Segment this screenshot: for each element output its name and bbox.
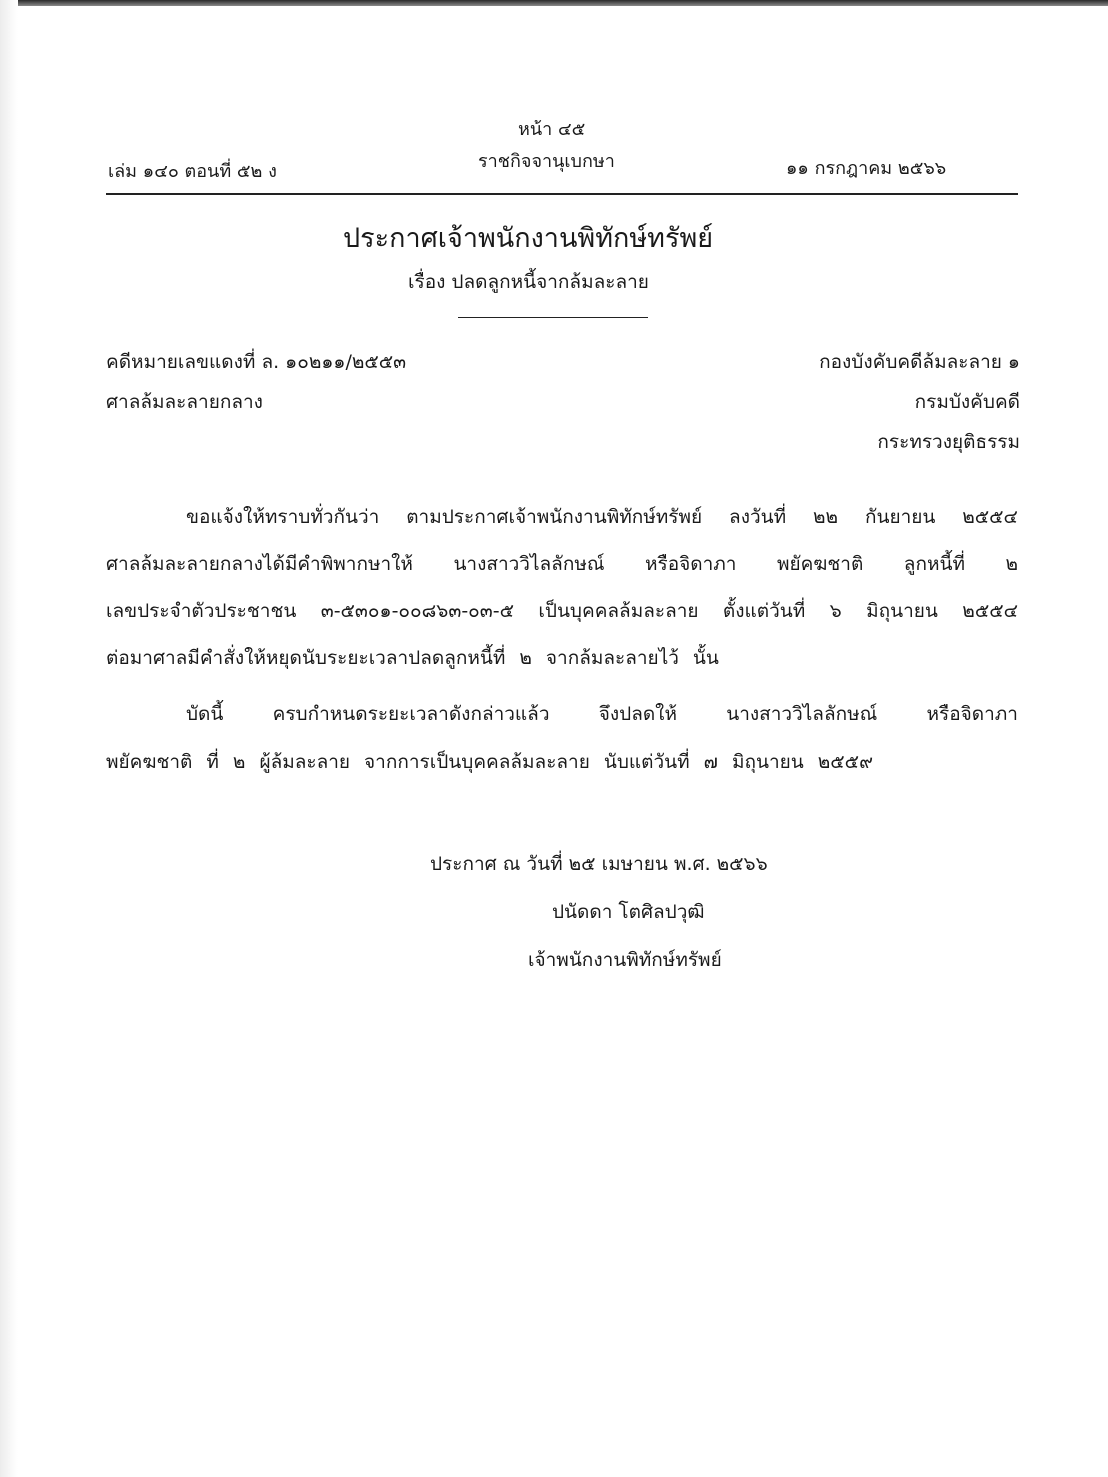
text-segment: ๒ [232,751,246,773]
court-name: ศาลล้มละลายกลาง [106,391,263,413]
text-segment: จากการเป็นบุคคลล้มละลาย [364,751,590,773]
text-segment: พยัคฆชาติ [106,751,193,773]
text-segment: ๒๕๕๔ [962,506,1018,528]
text-segment: พยัคฆชาติ [776,553,864,575]
text-segment: ลูกหนี้ที่ [903,553,965,575]
signatory-name: ปนัดดา โตศิลปวุฒิ [552,901,705,923]
publication-name: ราชกิจจานุเบกษา [478,151,615,172]
text-segment: มิถุนายน [731,751,804,773]
ministry-name: กระทรวงยุติธรรม [877,431,1020,453]
title-underline [458,317,648,318]
paragraph-1 [106,505,1018,670]
announcement-title: ประกาศเจ้าพนักงานพิทักษ์ทรัพย์ [343,223,714,254]
text-segment: ๒ [1005,553,1018,575]
paragraph-line [106,505,1018,529]
text-segment: กันยายน [864,506,936,528]
announcement-subject: เรื่อง ปลดลูกหนี้จากล้มละลาย [408,271,649,293]
text-segment: นางสาววิไลลักษณ์ [453,553,605,575]
text-segment: ๗ [703,751,718,773]
text-segment: ๖ [829,600,842,622]
text-segment: ขอแจ้งให้ทราบทั่วกันว่า [186,506,380,528]
paragraph-2 [106,702,1018,774]
announcement-date: ประกาศ ณ วันที่ ๒๕ เมษายน พ.ศ. ๒๕๖๖ [430,853,768,875]
text-segment: จึงปลดให้ [598,703,677,725]
text-segment: เป็นบุคคลล้มละลาย [538,600,699,622]
text-segment: ๓-๕๓๐๑-๐๐๘๖๓-๐๓-๕ [320,600,515,622]
department-name: กรมบังคับคดี [914,391,1020,413]
paragraph-line [106,750,1018,774]
text-segment: มิถุนายน [866,600,938,622]
case-number: คดีหมายเลขแดงที่ ล. ๑๐๒๑๑/๒๕๕๓ [106,351,407,373]
text-segment: ๒๒ [813,506,839,528]
scan-top-edge [0,0,1108,6]
text-segment: ตั้งแต่วันที่ [722,600,806,622]
text-segment: ๒ [519,647,532,669]
paragraph-line [106,702,1018,726]
text-segment: ๒๕๕๙ [817,751,873,773]
header-rule [106,193,1018,195]
paragraph-line [106,646,1018,670]
text-segment: ตามประกาศเจ้าพนักงานพิทักษ์ทรัพย์ [406,506,703,528]
text-segment: ๒๕๕๔ [962,600,1018,622]
text-segment: ลงวันที่ [729,506,787,528]
text-segment: นั้น [692,647,719,669]
text-segment: หรือจิดาภา [644,553,737,575]
text-segment: ศาลล้มละลายกลางได้มีคำพิพากษาให้ [106,553,413,575]
signatory-position: เจ้าพนักงานพิทักษ์ทรัพย์ [528,949,722,971]
office-name: กองบังคับคดีล้มละลาย ๑ [819,351,1020,373]
text-segment: ที่ [206,751,219,773]
text-segment: ครบกำหนดระยะเวลาดังกล่าวแล้ว [272,703,550,725]
text-segment: จากล้มละลายไว้ [545,647,679,669]
paragraph-line [106,552,1018,576]
volume-issue: เล่ม ๑๔๐ ตอนที่ ๕๒ ง [108,161,277,182]
paragraph-line [106,599,1018,623]
scan-left-edge [0,0,18,1477]
text-segment: นางสาววิไลลักษณ์ [726,703,878,725]
text-segment: ผู้ล้มละลาย [259,751,351,773]
text-segment: เลขประจำตัวประชาชน [106,600,297,622]
publication-date: ๑๑ กรกฎาคม ๒๕๖๖ [786,158,947,179]
text-segment: หรือจิดาภา [926,703,1018,725]
text-segment: ต่อมาศาลมีคำสั่งให้หยุดนับระยะเวลาปลดลูกหนี้ที่ [106,647,506,669]
text-segment: นับแต่วันที่ [603,751,690,773]
page-number: หน้า ๔๕ [518,119,586,140]
text-segment: บัดนี้ [186,703,224,725]
